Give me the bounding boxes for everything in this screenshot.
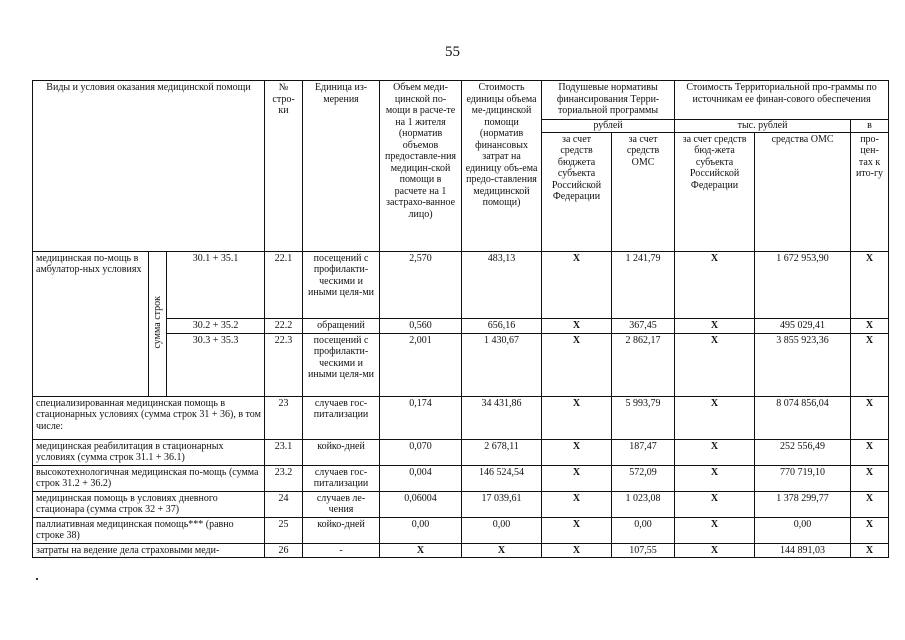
per-capita-budget-cell: X <box>542 465 612 491</box>
row-number: 23 <box>265 396 303 439</box>
cost-cell: 0,00 <box>462 517 542 543</box>
percent-cell: X <box>851 465 889 491</box>
cost-oms-cell: 1 672 953,90 <box>755 251 851 318</box>
table-row <box>33 251 889 318</box>
cost-budget-cell: X <box>675 333 755 396</box>
per-capita-oms-cell: 572,09 <box>612 465 675 491</box>
percent-cell: X <box>851 491 889 517</box>
per-capita-budget-cell: X <box>542 318 612 333</box>
row-label: паллиативная медицинская помощь*** (равно строке 38) <box>33 517 265 543</box>
table-row <box>33 439 889 465</box>
cost-budget-cell: X <box>675 517 755 543</box>
table-row <box>33 543 889 558</box>
table-row <box>33 491 889 517</box>
volume-cell: 2,570 <box>380 251 462 318</box>
unit-cell: койко-дней <box>303 517 380 543</box>
table-row <box>33 465 889 491</box>
unit-cell: посещений с профилакти-ческими и иными целя-ми <box>303 251 380 318</box>
unit-cell: посещений с профилакти-ческими и иными целя-ми <box>303 333 380 396</box>
cost-cell: 656,16 <box>462 318 542 333</box>
volume-cell: 0,06004 <box>380 491 462 517</box>
cost-cell: 17 039,61 <box>462 491 542 517</box>
source-rows: 30.3 + 35.3 <box>167 333 265 396</box>
cost-budget-cell: X <box>675 318 755 333</box>
row-label: высокотехнологичная медицинская по-мощь (сумма строк 31.2 + 36.2) <box>33 465 265 491</box>
page-number: 55 <box>445 44 460 60</box>
header-per-capita-oms: за счет средств ОМС <box>612 132 675 251</box>
ambulatory-label: медицинская по-мощь в амбулатор-ных условиях <box>33 251 149 396</box>
cost-cell: 146 524,54 <box>462 465 542 491</box>
volume-cell: X <box>380 543 462 558</box>
table-row <box>33 517 889 543</box>
per-capita-budget-cell: X <box>542 251 612 318</box>
per-capita-oms-cell: 2 862,17 <box>612 333 675 396</box>
cost-oms-cell: 144 891,03 <box>755 543 851 558</box>
percent-cell: X <box>851 318 889 333</box>
cost-budget-cell: X <box>675 543 755 558</box>
volume-cell: 0,174 <box>380 396 462 439</box>
unit-cell: случаев гос-питализации <box>303 396 380 439</box>
cost-cell: 34 431,86 <box>462 396 542 439</box>
row-number: 24 <box>265 491 303 517</box>
per-capita-oms-cell: 5 993,79 <box>612 396 675 439</box>
volume-cell: 0,00 <box>380 517 462 543</box>
unit-cell: случаев ле-чения <box>303 491 380 517</box>
header-cost-total: Стоимость Территориальной про-граммы по источникам ее финан-сового обеспечения <box>675 81 889 120</box>
percent-cell: X <box>851 517 889 543</box>
header-cost-budget: за счет средств бюд-жета субъекта Российской Федерации <box>675 132 755 251</box>
cost-oms-cell: 0,00 <box>755 517 851 543</box>
cost-budget-cell: X <box>675 251 755 318</box>
cost-budget-cell: X <box>675 439 755 465</box>
row-label: затраты на ведение дела страховыми меди- <box>33 543 265 558</box>
header-percent-top: в <box>851 120 889 133</box>
unit-cell: - <box>303 543 380 558</box>
header-volume: Объем меди-цинской по-мощи в расче-те на 1 жителя (норматив объемов предоставле-ния медицин-ской помощи в расчете на 1 застрахо-ванное лицо) <box>380 81 462 252</box>
per-capita-oms-cell: 1 023,08 <box>612 491 675 517</box>
cost-cell: 2 678,11 <box>462 439 542 465</box>
volume-cell: 2,001 <box>380 333 462 396</box>
cost-oms-cell: 495 029,41 <box>755 318 851 333</box>
row-number: 22.3 <box>265 333 303 396</box>
source-rows: 30.1 + 35.1 <box>167 251 265 318</box>
row-label: специализированная медицинская помощь в стационарных условиях (сумма строк 31 + 36), в том числе: <box>33 396 265 439</box>
percent-cell: X <box>851 439 889 465</box>
header-per-capita-units: рублей <box>542 120 675 133</box>
row-label: медицинская реабилитация в стационарных условиях (сумма строк 31.1 + 36.1) <box>33 439 265 465</box>
row-number: 22.1 <box>265 251 303 318</box>
volume-cell: 0,004 <box>380 465 462 491</box>
cost-oms-cell: 252 556,49 <box>755 439 851 465</box>
per-capita-budget-cell: X <box>542 333 612 396</box>
row-number: 22.2 <box>265 318 303 333</box>
cost-cell: 483,13 <box>462 251 542 318</box>
cost-oms-cell: 3 855 923,36 <box>755 333 851 396</box>
scan-speck <box>36 578 38 580</box>
sum-rows-vertical-label: сумма строк <box>149 251 167 396</box>
percent-cell: X <box>851 396 889 439</box>
source-rows: 30.2 + 35.2 <box>167 318 265 333</box>
row-number: 23.1 <box>265 439 303 465</box>
percent-cell: X <box>851 543 889 558</box>
per-capita-oms-cell: 367,45 <box>612 318 675 333</box>
row-label: медицинская помощь в условиях дневного стационара (сумма строк 32 + 37) <box>33 491 265 517</box>
unit-cell: обращений <box>303 318 380 333</box>
per-capita-oms-cell: 187,47 <box>612 439 675 465</box>
header-row-no: № стро-ки <box>265 81 303 252</box>
cost-budget-cell: X <box>675 465 755 491</box>
cost-cell: 1 430,67 <box>462 333 542 396</box>
cost-oms-cell: 8 074 856,04 <box>755 396 851 439</box>
per-capita-oms-cell: 0,00 <box>612 517 675 543</box>
cost-budget-cell: X <box>675 491 755 517</box>
per-capita-budget-cell: X <box>542 543 612 558</box>
unit-cell: койко-дней <box>303 439 380 465</box>
cost-oms-cell: 770 719,10 <box>755 465 851 491</box>
volume-cell: 0,560 <box>380 318 462 333</box>
header-cost-total-units: тыс. рублей <box>675 120 851 133</box>
header-percent: про-цен-тах к ито-гу <box>851 132 889 251</box>
per-capita-budget-cell: X <box>542 396 612 439</box>
per-capita-oms-cell: 107,55 <box>612 543 675 558</box>
row-number: 25 <box>265 517 303 543</box>
per-capita-budget-cell: X <box>542 517 612 543</box>
volume-cell: 0,070 <box>380 439 462 465</box>
row-number: 23.2 <box>265 465 303 491</box>
percent-cell: X <box>851 251 889 318</box>
header-unit: Единица из-мерения <box>303 81 380 252</box>
header-per-capita: Подушевые нормативы финансирования Терри-ториальной программы <box>542 81 675 120</box>
header-kinds: Виды и условия оказания медицинской помощи <box>33 81 265 252</box>
cost-oms-cell: 1 378 299,77 <box>755 491 851 517</box>
header-cost-oms: средства ОМС <box>755 132 851 251</box>
table-row <box>33 396 889 439</box>
per-capita-oms-cell: 1 241,79 <box>612 251 675 318</box>
per-capita-budget-cell: X <box>542 491 612 517</box>
percent-cell: X <box>851 333 889 396</box>
header-per-capita-budget: за счет средств бюджета субъекта Российской Федерации <box>542 132 612 251</box>
header-cost-unit: Стоимость единицы объема ме-дицинской помощи (норматив финансовых затрат на единицу объ-ема предо-ставления медицинской помощи) <box>462 81 542 252</box>
cost-cell: X <box>462 543 542 558</box>
cost-budget-cell: X <box>675 396 755 439</box>
per-capita-budget-cell: X <box>542 439 612 465</box>
row-number: 26 <box>265 543 303 558</box>
program-cost-table <box>32 80 889 558</box>
unit-cell: случаев гос-питализации <box>303 465 380 491</box>
